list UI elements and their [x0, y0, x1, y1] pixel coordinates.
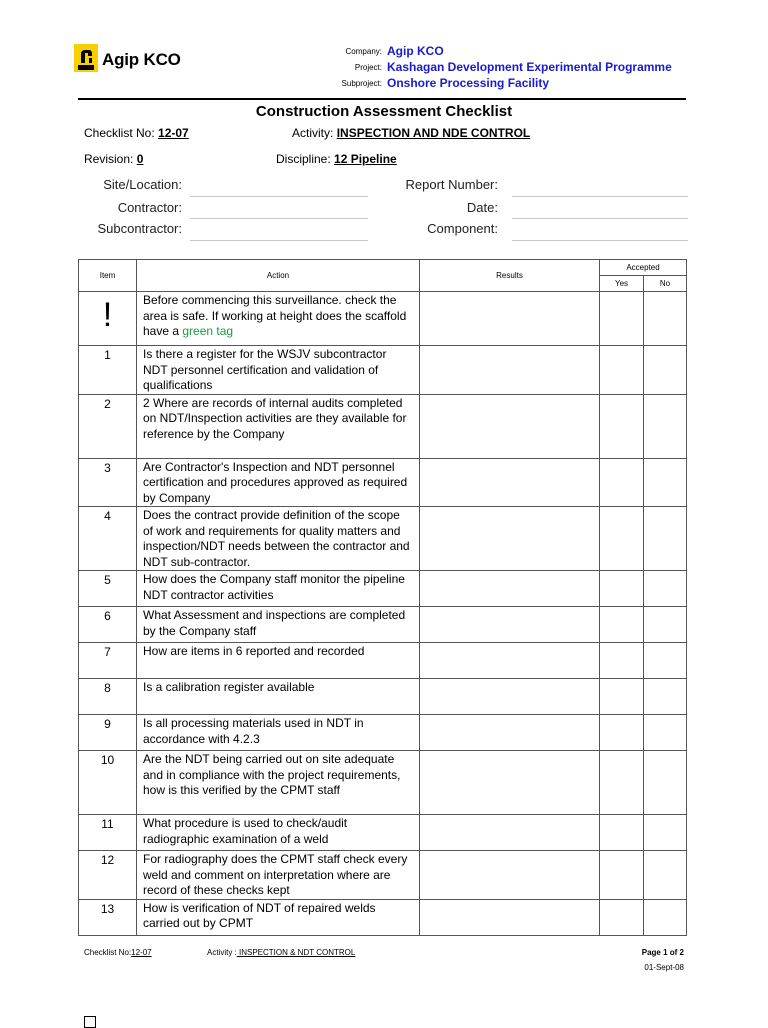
row-item: 3: [79, 458, 137, 507]
row-action: What procedure is used to check/audit radiographic examination of a weld: [137, 815, 420, 851]
activity-label: Activity:: [292, 126, 334, 140]
no-cell[interactable]: [644, 851, 687, 900]
row-item: 6: [79, 607, 137, 643]
row-item: 8: [79, 679, 137, 715]
revision-label: Revision:: [84, 152, 134, 166]
header-rule: [78, 98, 686, 100]
no-cell[interactable]: [644, 899, 687, 935]
table-row: [79, 815, 687, 851]
table-row: [79, 607, 687, 643]
header-item: Item: [79, 260, 137, 292]
subcontractor-input[interactable]: [190, 240, 368, 241]
checklist-label: Checklist No:: [84, 126, 155, 140]
contractor-input[interactable]: [190, 218, 368, 219]
footer-page: Page 1 of 2: [641, 948, 684, 957]
results-cell[interactable]: [420, 643, 600, 679]
checkbox-icon: [84, 1016, 96, 1028]
table-row: [79, 715, 687, 751]
checklist-value: 12-07: [158, 126, 189, 140]
subproject-label: Subproject:: [341, 79, 382, 88]
results-cell[interactable]: [420, 458, 600, 507]
no-cell[interactable]: [644, 643, 687, 679]
header-yes: Yes: [600, 276, 644, 292]
results-cell[interactable]: [420, 346, 600, 395]
yes-cell[interactable]: [600, 815, 644, 851]
row-item: 1: [79, 346, 137, 395]
results-cell[interactable]: [420, 507, 600, 571]
no-cell[interactable]: [644, 607, 687, 643]
logo-text: Agip KCO: [102, 50, 181, 69]
yes-cell[interactable]: [600, 643, 644, 679]
discipline: [276, 152, 397, 166]
yes-cell[interactable]: [600, 394, 644, 458]
row-action: How are items in 6 reported and recorded: [137, 643, 420, 679]
footer-checklist-label: Checklist No:: [84, 948, 132, 957]
table-row: [79, 394, 687, 458]
checklist-no: [84, 126, 189, 140]
row-action: 2 Where are records of internal audits completed on NDT/Inspection activities are they available for reference by the Company: [137, 394, 420, 458]
row-item: 11: [79, 815, 137, 851]
footer-checklist: [84, 948, 152, 957]
results-cell[interactable]: [420, 851, 600, 900]
row-action: How does the Company staff monitor the pipeline NDT contractor activities: [137, 571, 420, 607]
discipline-label: Discipline:: [276, 152, 331, 166]
row-action: How is verification of NDT of repaired welds carried out by CPMT: [137, 899, 420, 935]
results-cell[interactable]: [420, 394, 600, 458]
site-location-label: Site/Location:: [103, 177, 182, 192]
no-cell[interactable]: [644, 679, 687, 715]
yes-cell[interactable]: [600, 458, 644, 507]
project-value: Kashagan Development Experimental Programme: [387, 60, 672, 74]
results-cell[interactable]: [420, 607, 600, 643]
no-cell[interactable]: [644, 751, 687, 815]
component-input[interactable]: [512, 240, 688, 241]
row-item: 5: [79, 571, 137, 607]
warning-row: [79, 292, 687, 346]
row-item: 9: [79, 715, 137, 751]
table-row: [79, 507, 687, 571]
table-row: [79, 851, 687, 900]
no-cell[interactable]: [644, 571, 687, 607]
results-cell[interactable]: [420, 715, 600, 751]
results-cell[interactable]: [420, 679, 600, 715]
activity: [292, 126, 530, 140]
footer-activity: [207, 948, 355, 957]
revision: [84, 152, 143, 166]
company-value: Agip KCO: [387, 44, 444, 58]
row-item: 4: [79, 507, 137, 571]
no-cell[interactable]: [644, 394, 687, 458]
table-row: [79, 571, 687, 607]
yes-cell[interactable]: [600, 346, 644, 395]
table-row: [79, 751, 687, 815]
table-row: [79, 679, 687, 715]
row-action: Is there a register for the WSJV subcontractor NDT personnel certification and validation of qualifications: [137, 346, 420, 395]
yes-cell[interactable]: [600, 715, 644, 751]
results-cell[interactable]: [420, 751, 600, 815]
results-cell[interactable]: [420, 292, 600, 346]
no-cell[interactable]: [644, 815, 687, 851]
date-input[interactable]: [512, 218, 688, 219]
no-cell[interactable]: [644, 346, 687, 395]
footer-activity-value: INSPECTION & NDT CONTROL: [236, 948, 356, 957]
company-label: Company:: [345, 47, 382, 56]
table-row: [79, 643, 687, 679]
header-no: No: [644, 276, 687, 292]
footer-activity-label: Activity :: [207, 948, 237, 957]
table-row: [79, 458, 687, 507]
activity-value: INSPECTION AND NDE CONTROL: [336, 126, 531, 140]
row-action: Is a calibration register available: [137, 679, 420, 715]
subcontractor-label: Subcontractor:: [97, 221, 182, 236]
row-item: 13: [79, 899, 137, 935]
warning-icon: !: [79, 292, 137, 346]
yes-cell[interactable]: [600, 607, 644, 643]
row-item: 2: [79, 394, 137, 458]
report-number-input[interactable]: [512, 196, 688, 197]
agip-logo-icon: [74, 44, 98, 72]
warning-text: Before commencing this surveillance. check the area is safe. If working at height does the scaffold have a green tag: [137, 292, 420, 346]
row-item: 12: [79, 851, 137, 900]
yes-cell[interactable]: [600, 292, 644, 346]
contractor-label: Contractor:: [117, 200, 182, 215]
report-number-label: Report Number:: [405, 177, 498, 192]
no-cell[interactable]: [644, 292, 687, 346]
row-action: Is all processing materials used in NDT in accordance with 4.2.3: [137, 715, 420, 751]
discipline-value: 12 Pipeline: [334, 152, 397, 166]
table-row: [79, 899, 687, 935]
footer-date: 01-Sept-08: [644, 963, 684, 972]
revision-value: 0: [136, 152, 144, 166]
project-label: Project:: [354, 63, 382, 72]
footer-checklist-value: 12-07: [131, 948, 152, 957]
yes-cell[interactable]: [600, 679, 644, 715]
row-action: Are Contractor's Inspection and NDT personnel certification and procedures approved as required by Company: [137, 458, 420, 507]
subproject-value: Onshore Processing Facility: [387, 76, 550, 90]
header-action: Action: [137, 260, 420, 292]
no-cell[interactable]: [644, 715, 687, 751]
no-cell[interactable]: [644, 458, 687, 507]
yes-cell[interactable]: [600, 899, 644, 935]
results-cell[interactable]: [420, 571, 600, 607]
results-cell[interactable]: [420, 899, 600, 935]
yes-cell[interactable]: [600, 507, 644, 571]
table-row: [79, 346, 687, 395]
component-label: Component:: [427, 221, 498, 236]
row-action: For radiography does the CPMT staff check every weld and comment on interpretation where are record of these checks kept: [137, 851, 420, 900]
row-item: 10: [79, 751, 137, 815]
yes-cell[interactable]: [600, 751, 644, 815]
row-item: 7: [79, 643, 137, 679]
green-tag-text: green tag: [182, 324, 234, 338]
row-action: What Assessment and inspections are completed by the Company staff: [137, 607, 420, 643]
page-title: Construction Assessment Checklist: [255, 103, 513, 120]
yes-cell[interactable]: [600, 851, 644, 900]
yes-cell[interactable]: [600, 571, 644, 607]
checklist-table: [78, 259, 687, 936]
header-accepted: Accepted: [600, 260, 687, 276]
header-results: Results: [420, 260, 600, 292]
row-action: Are the NDT being carried out on site adequate and in compliance with the project requirements, how is this verified by the CPMT staff: [137, 751, 420, 815]
site-location-input[interactable]: [190, 196, 368, 197]
results-cell[interactable]: [420, 815, 600, 851]
date-label: Date:: [466, 200, 498, 215]
no-cell[interactable]: [644, 507, 687, 571]
row-action: Does the contract provide definition of the scope of work and requirements for quality matters and inspection/NDT needs between the contractor and NDT sub-contractor.: [137, 507, 420, 571]
